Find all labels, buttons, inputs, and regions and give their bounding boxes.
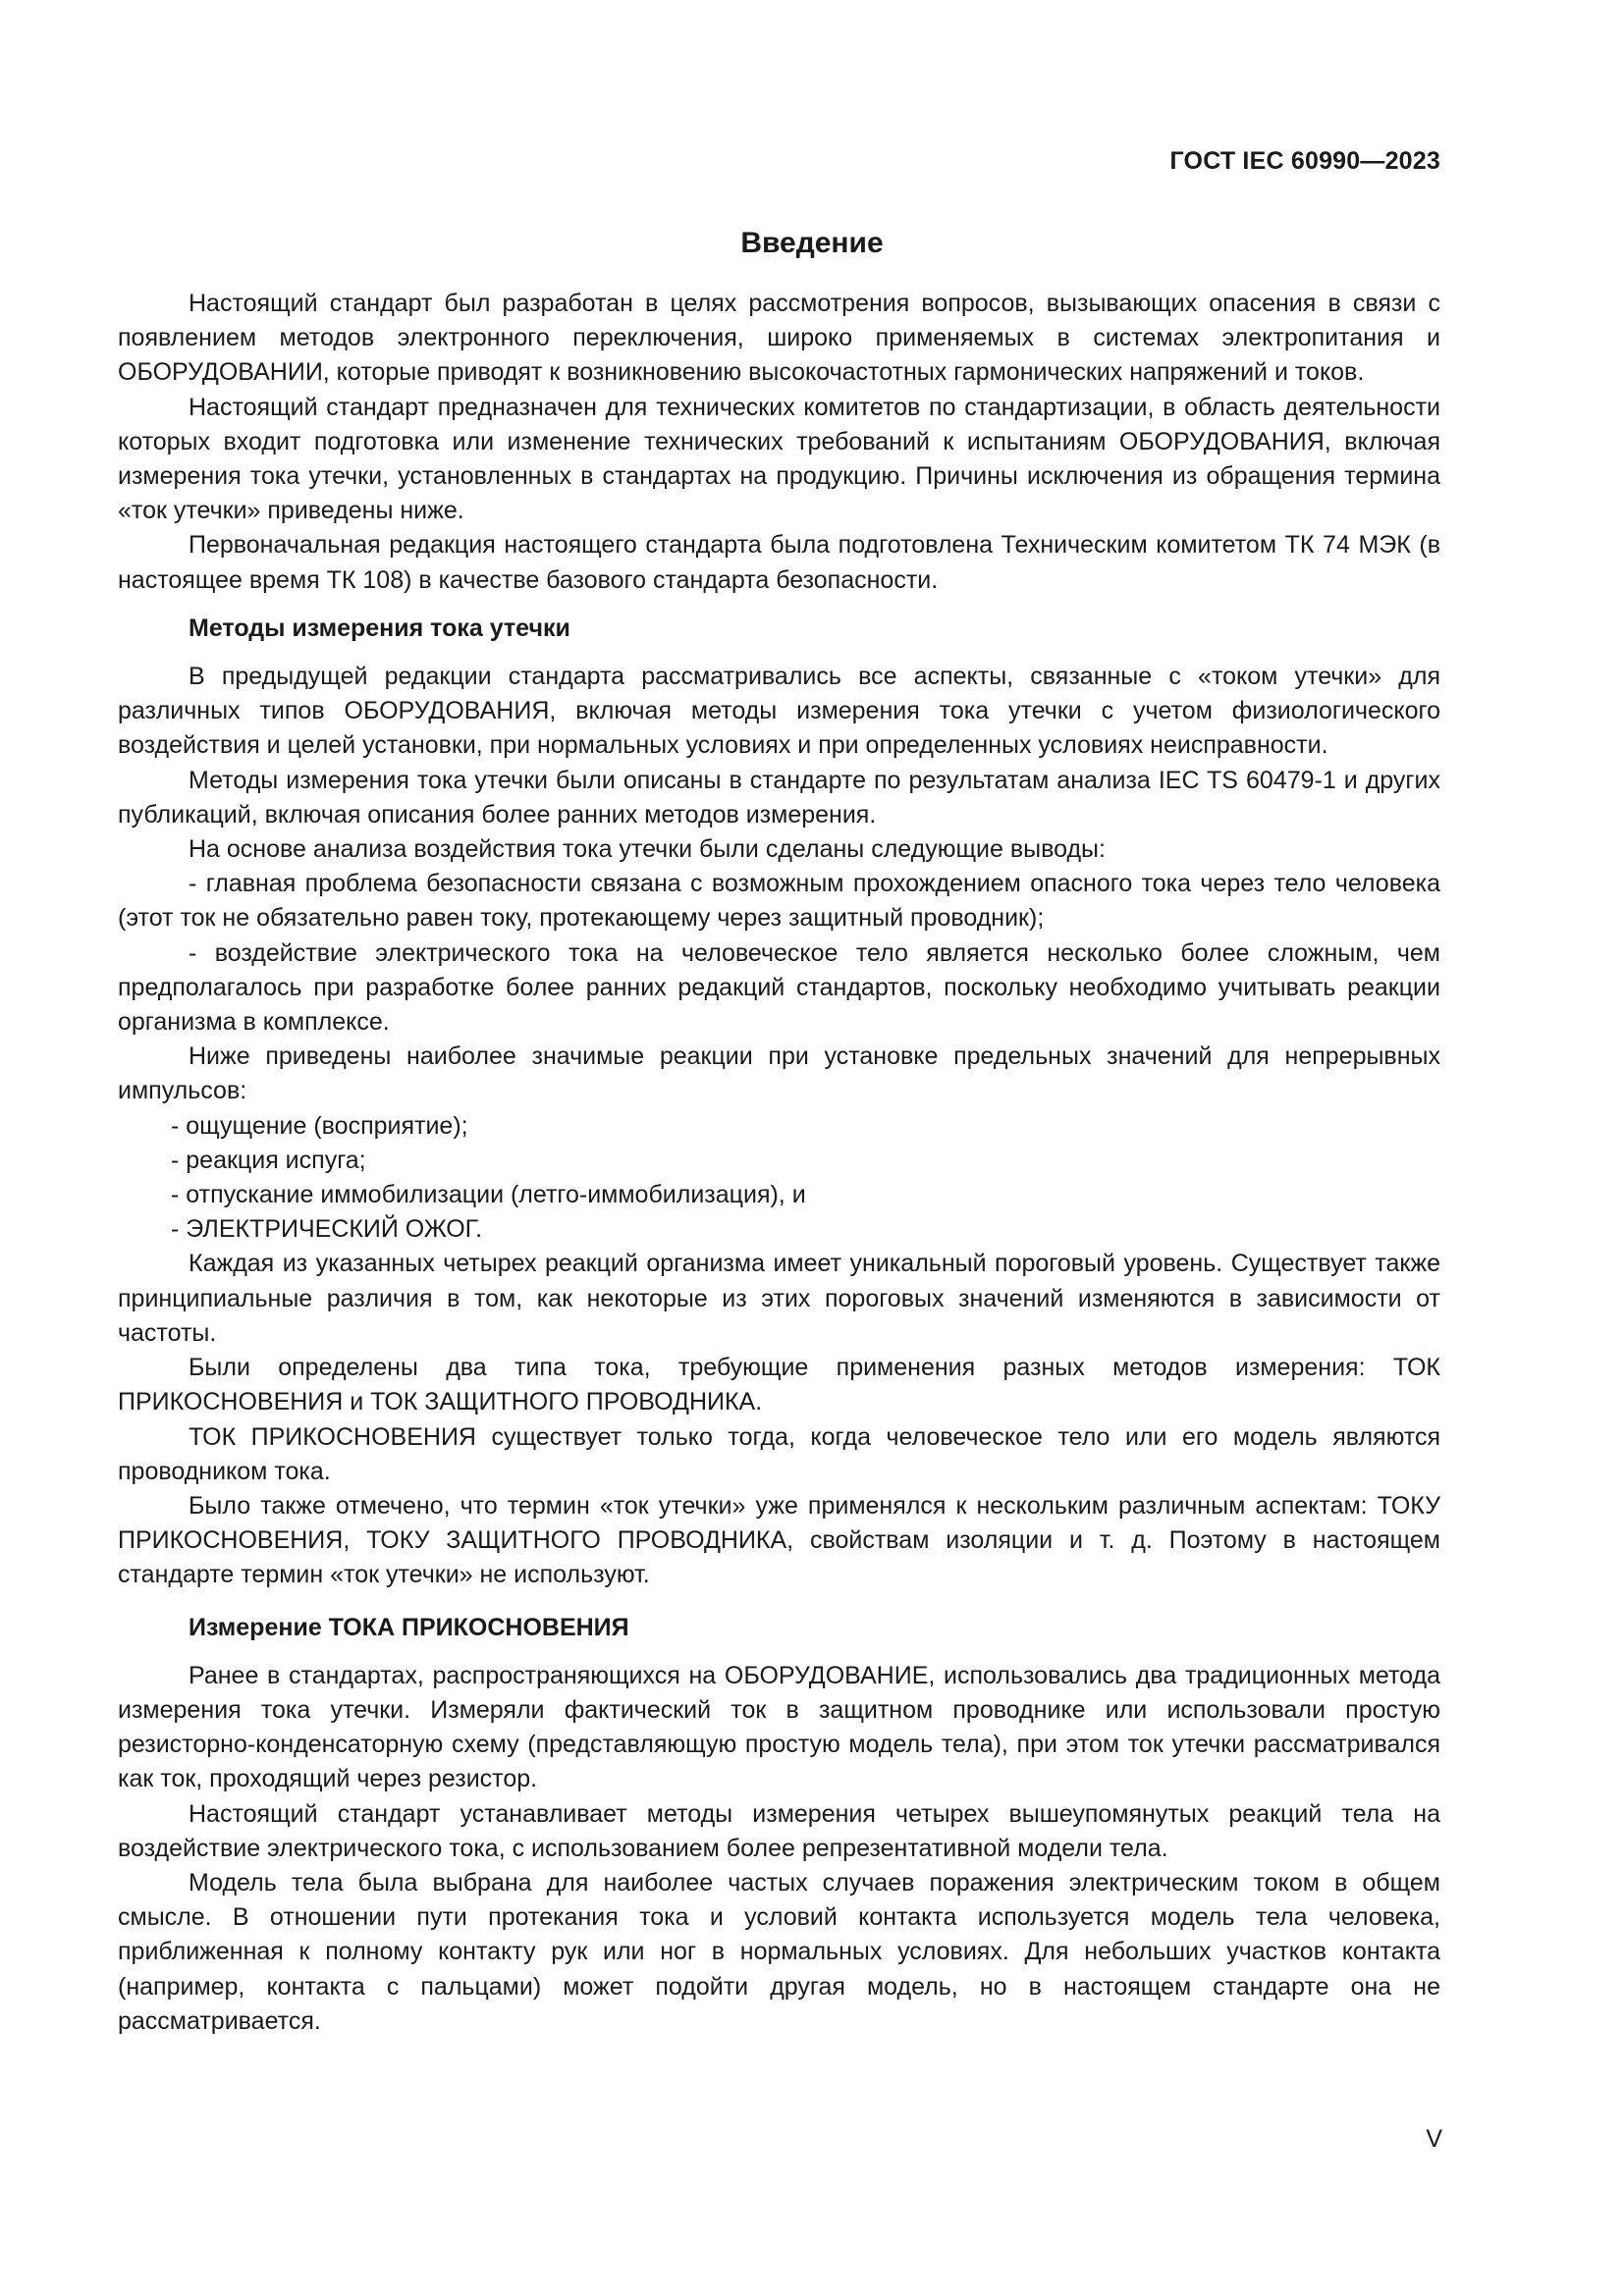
paragraph: Методы измерения тока утечки были описаны в стандарте по результатам анализа IEC TS 60479-1 и других публикаций, включая описания более ранних методов измерения.	[118, 766, 1440, 828]
document-id-header: ГОСТ IEC 60990—2023	[1169, 147, 1440, 175]
paragraph: В предыдущей редакции стандарта рассматривались все аспекты, связанные с «током утечки» для различных типов ОБОРУДОВАНИЯ, включая методы измерения тока утечки с учетом физиологического воздействия и целей установки, при нормальных условиях и при определенных условиях неисправности.	[118, 663, 1440, 760]
list-item: - ЭЛЕКТРИЧЕСКИЙ ОЖОГ.	[171, 1215, 483, 1244]
paragraph: Были определены два типа тока, требующие применения разных методов измерения: ТОК ПРИКОСНОВЕНИЯ и ТОК ЗАЩИТНОГО ПРОВОДНИКА.	[118, 1354, 1440, 1416]
paragraph: Настоящий стандарт устанавливает методы измерения четырех вышеупомянутых реакций тела на воздействие электрического тока, с использованием более репрезентативной модели тела.	[118, 1799, 1440, 1862]
paragraph: Настоящий стандарт предназначен для технических комитетов по стандартизации, в область деятельности которых входит подготовка или изменение технических требований к испытаниям ОБОРУДОВАНИЯ, включая измерения тока утечки, установленных в стандартах на продукцию. Причины исключения из обращения термина «ток утечки» приведены ниже.	[118, 393, 1440, 525]
paragraph: ТОК ПРИКОСНОВЕНИЯ существует только тогда, когда человеческое тело или его модель являются проводником тока.	[118, 1422, 1440, 1485]
paragraph: На основе анализа воздействия тока утечки были сделаны следующие выводы:	[189, 835, 1106, 864]
paragraph: Настоящий стандарт был разработан в целях рассмотрения вопросов, вызывающих опасения в связи с появлением методов электронного переключения, широко применяемых в системах электропитания и ОБОРУДОВАНИИ, которые приводят к возникновению высокочастотных гармонических напряжений и токов.	[118, 290, 1440, 387]
list-item: - главная проблема безопасности связана с возможным прохождением опасного тока через тело человека (этот ток не обязательно равен току, протекающему через защитный проводник);	[118, 870, 1440, 933]
paragraph: Первоначальная редакция настоящего стандарта была подготовлена Техническим комитетом ТК 74 МЭК (в настоящее время ТК 108) в качестве базового стандарта безопасности.	[118, 531, 1440, 594]
list-item: - реакция испуга;	[171, 1146, 366, 1174]
subsection-heading: Измерение ТОКА ПРИКОСНОВЕНИЯ	[189, 1613, 629, 1641]
subsection-heading: Методы измерения тока утечки	[189, 614, 570, 642]
paragraph: Модель тела была выбрана для наиболее частых случаев поражения электрическим током в общем смысле. В отношении пути протекания тока и условий контакта используется модель тела человека, приближенная к полному контакту рук или ног в нормальных условиях. Для небольших участков контакта (например, контакта с пальцами) может подойти другая модель, но в настоящем стандарте она не рассматривается.	[118, 1868, 1440, 2035]
paragraph: Ранее в стандартах, распространяющихся на ОБОРУДОВАНИЕ, использовались два традиционных метода измерения тока утечки. Измеряли фактический ток в защитном проводнике или использовали простую резисторно-конденсаторную схему (представляющую простую модель тела), при этом ток утечки рассматривался как ток, проходящий через резистор.	[118, 1661, 1440, 1793]
list-item: - воздействие электрического тока на человеческое тело является несколько более сложным, чем предполагалось при разработке более ранних редакций стандартов, поскольку необходимо учитывать реакции организма в комплексе.	[118, 938, 1440, 1037]
section-title: Введение	[740, 227, 884, 259]
list-item: - отпускание иммобилизации (летго-иммобилизация), и	[171, 1181, 806, 1209]
paragraph: Каждая из указанных четырех реакций организма имеет уникальный пороговый уровень. Существует также принципиальные различия в том, как некоторые из этих пороговых значений изменяются в зависимости от частоты.	[118, 1250, 1440, 1347]
document-body	[118, 287, 1440, 2039]
paragraph: Ниже приведены наиболее значимые реакции при установке предельных значений для непрерывных импульсов:	[118, 1042, 1440, 1105]
list-item: - ощущение (восприятие);	[171, 1111, 468, 1140]
paragraph: Было также отмечено, что термин «ток утечки» уже применялся к нескольким различным аспектам: ТОКУ ПРИКОСНОВЕНИЯ, ТОКУ ЗАЩИТНОГО ПРОВОДНИКА, свойствам изоляции и т. д. Поэтому в настоящем стандарте термин «ток утечки» не используют.	[118, 1491, 1440, 1589]
page-number: V	[1426, 2125, 1442, 2153]
